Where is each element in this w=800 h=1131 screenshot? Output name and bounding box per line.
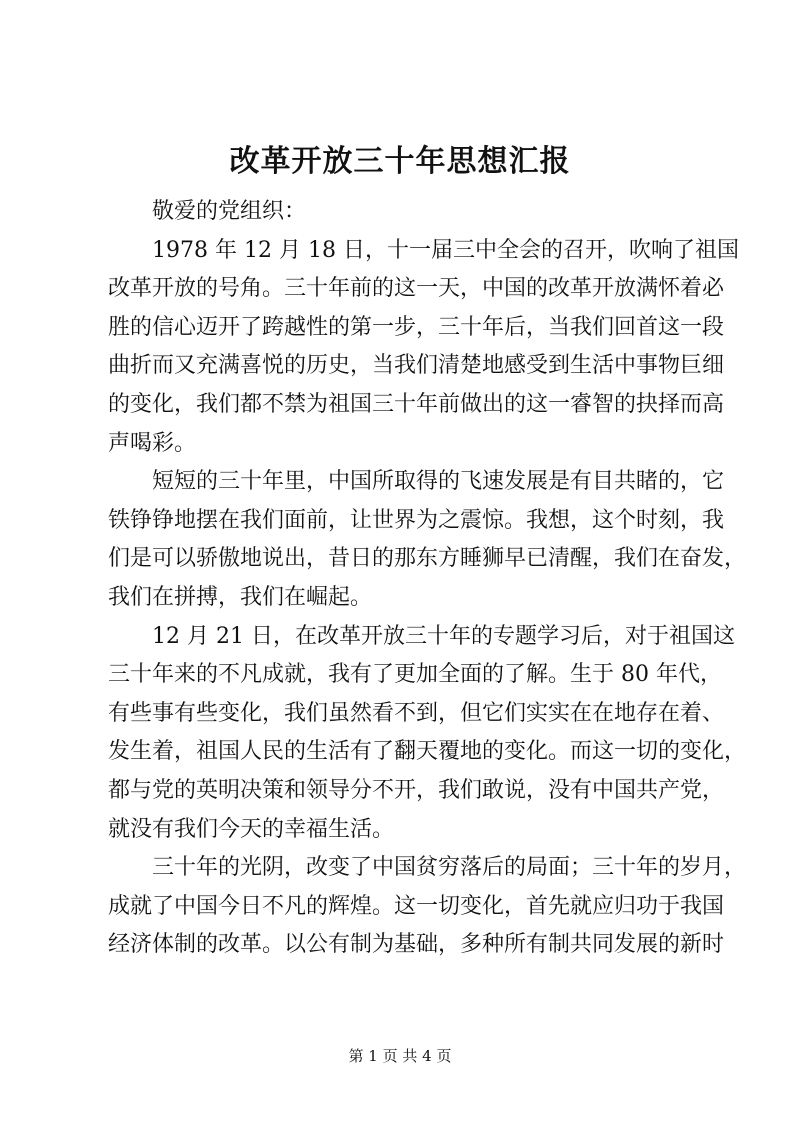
paragraph-1-line-4: 曲折而又充满喜悦的历史，当我们清楚地感受到生活中事物巨细 — [108, 353, 725, 379]
page-number-footer: 第 1 页 共 4 页 — [348, 1047, 452, 1065]
paragraph-3-line-3: 有些事有些变化，我们虽然看不到，但它们实实在在地存在着、 — [108, 700, 725, 726]
document-body — [108, 193, 747, 965]
paragraph-3-line-4: 发生着，祖国人民的生活有了翻天覆地的变化。而这一切的变化， — [108, 739, 747, 765]
paragraph-1-line-1: 1978 年 12 月 18 日，十一届三中全会的召开，吹响了祖国 — [152, 237, 739, 263]
paragraph-4-line-1: 三十年的光阴，改变了中国贫穷落后的局面；三十年的岁月， — [152, 855, 747, 881]
paragraph-3-line-1: 12 月 21 日，在改革开放三十年的专题学习后，对于祖国这 — [152, 623, 735, 649]
paragraph-1-line-2: 改革开放的号角。三十年前的这一天，中国的改革开放满怀着必 — [108, 276, 725, 302]
paragraph-1-line-3: 胜的信心迈开了跨越性的第一步，三十年后，当我们回首这一段 — [108, 314, 725, 340]
salutation-line: 敬爱的党组织： — [152, 199, 307, 224]
document-title: 改革开放三十年思想汇报 — [229, 144, 571, 179]
paragraph-2-line-2: 铁铮铮地摆在我们面前，让世界为之震惊。我想，这个时刻，我 — [108, 507, 725, 533]
paragraph-3-line-5: 都与党的英明决策和领导分不开，我们敢说，没有中国共产党， — [108, 777, 725, 803]
paragraph-2-line-1: 短短的三十年里，中国所取得的飞速发展是有目共睹的，它 — [152, 469, 725, 495]
paragraph-1-line-6: 声喝彩。 — [108, 430, 197, 456]
paragraph-4-line-2: 成就了中国今日不凡的辉煌。这一切变化，首先就应归功于我国 — [108, 893, 725, 919]
paragraph-3-line-6: 就没有我们今天的幸福生活。 — [108, 816, 395, 842]
paragraph-2-line-4: 我们在拼搏，我们在崛起。 — [108, 584, 373, 610]
paragraph-2-line-3: 们是可以骄傲地说出，昔日的那东方睡狮早已清醒，我们在奋发， — [108, 546, 747, 572]
paragraph-1-line-5: 的变化，我们都不禁为祖国三十年前做出的这一睿智的抉择而高 — [108, 391, 725, 417]
paragraph-3-line-2: 三十年来的不凡成就，我有了更加全面的了解。生于 80 年代， — [108, 662, 722, 688]
paragraph-4-line-3: 经济体制的改革。以公有制为基础，多种所有制共同发展的新时 — [108, 932, 725, 958]
